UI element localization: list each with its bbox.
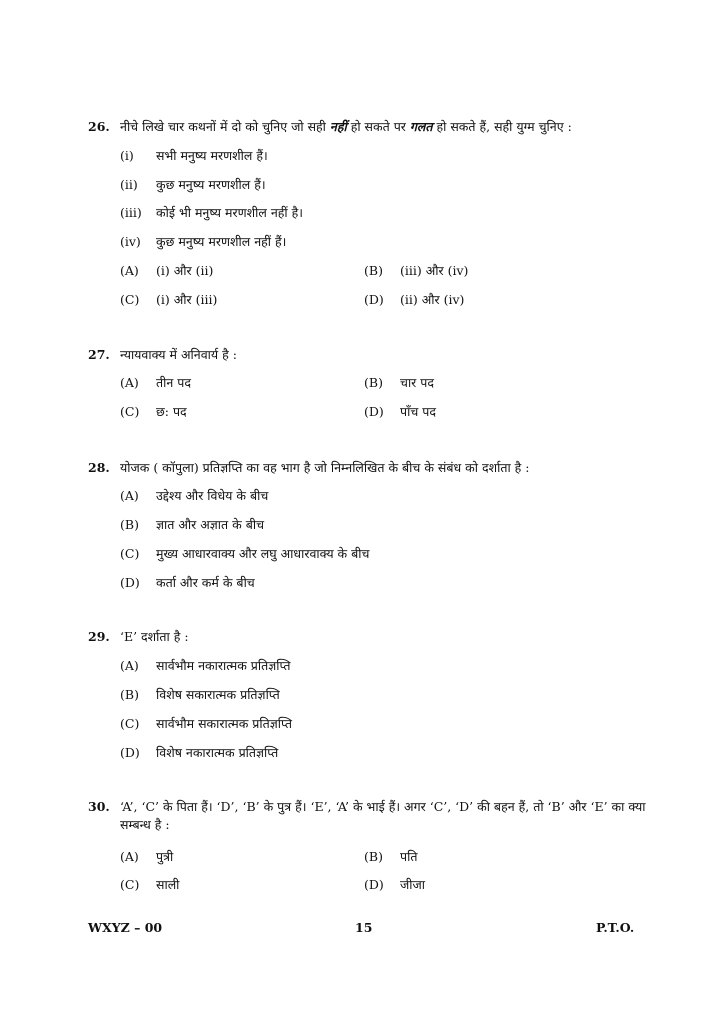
option-label: (A) [120,849,139,864]
emphasis-text: गलत [409,119,433,134]
question-text [120,118,648,136]
option-text: सार्वभौम सकारात्मक प्रतिज्ञप्ति [156,716,293,731]
option-label: (C) [120,546,140,561]
option-text: मुख्य आधारवाक्य और लघु आधारवाक्य के बीच [156,546,370,561]
option-text: जीजा [400,877,426,892]
option-text: विशेष सकारात्मक प्रतिज्ञप्ति [156,687,280,702]
option-text: तीन पद [156,375,192,390]
statement-label: (iii) [120,205,142,220]
option-text: पति [400,849,418,864]
option-label: (B) [364,849,383,864]
statement-label: (iv) [120,234,141,249]
option-text: (i) और (iii) [156,292,218,307]
question-text: योजक ( कॉपुला) प्रतिज्ञप्ति का वह भाग है जो निम्नलिखित के बीच के संबंध को दर्शाता है : [120,460,530,475]
statement-text: कुछ मनुष्य मरणशील हैं। [156,177,266,192]
option-text: उद्देश्य और विधेय के बीच [156,488,269,503]
option-label: (D) [364,404,384,419]
statement-label: (ii) [120,177,138,192]
option-text: (i) और (ii) [156,263,214,278]
question-number: 30. [88,799,110,814]
option-text: साली [156,877,180,892]
question-number: 27. [88,347,110,362]
statement-label: (i) [120,148,134,163]
option-text: ज्ञात और अज्ञात के बीच [156,517,265,532]
option-label: (A) [120,658,139,673]
question-number: 26. [88,119,110,134]
option-text: पुत्री [156,849,174,864]
question-number: 28. [88,460,110,475]
option-label: (A) [120,488,139,503]
option-label: (D) [364,292,384,307]
option-label: (B) [364,375,383,390]
option-label: (C) [120,716,140,731]
option-text: (ii) और (iv) [400,292,465,307]
emphasis-text: नहीं [329,119,347,134]
question-number: 29. [88,629,110,644]
option-text: (iii) और (iv) [400,263,469,278]
option-text: कर्ता और कर्म के बीच [156,575,255,590]
option-label: (B) [120,517,139,532]
question-text: ‘A’, ‘C’ के पिता हैं। ‘D’, ‘B’ के पुत्र हैं। ‘E’, ‘A’ के भाई हैं। अगर ‘C’, ‘D’ की बहन हैं, तो ‘B’ और ‘E’ का क्या सम्बन्ध है : [120,799,646,832]
statement-text: कोई भी मनुष्य मरणशील नहीं है। [156,205,303,220]
option-label: (A) [120,375,139,390]
option-text: विशेष नकारात्मक प्रतिज्ञप्ति [156,745,279,760]
footer-code: WXYZ – 00 [88,920,163,935]
question-text: ‘E’ दर्शाता है : [120,629,189,644]
statement-text: कुछ मनुष्य मरणशील नहीं हैं। [156,234,287,249]
footer-pto: P.T.O. [596,920,635,935]
option-text: छ: पद [156,404,187,419]
option-label: (B) [120,687,139,702]
option-label: (A) [120,263,139,278]
option-label: (C) [120,404,140,419]
question-text-part: हो सकते हैं, सही युग्म चुनिए : [432,119,572,134]
footer-page-number: 15 [355,920,373,935]
statement-text: सभी मनुष्य मरणशील हैं। [156,148,268,163]
option-label: (D) [120,575,140,590]
question-text: न्यायवाक्य में अनिवार्य है : [120,347,237,362]
question-text-part: हो सकते पर [346,119,410,134]
option-label: (C) [120,292,140,307]
option-label: (D) [120,745,140,760]
option-text: सार्वभौम नकारात्मक प्रतिज्ञप्ति [156,658,291,673]
question-text-part: नीचे लिखे चार कथनों में दो को चुनिए जो सही [120,119,330,134]
option-label: (B) [364,263,383,278]
option-text: पाँच पद [400,404,436,419]
option-text: चार पद [400,375,434,390]
option-label: (D) [364,877,384,892]
option-label: (C) [120,877,140,892]
